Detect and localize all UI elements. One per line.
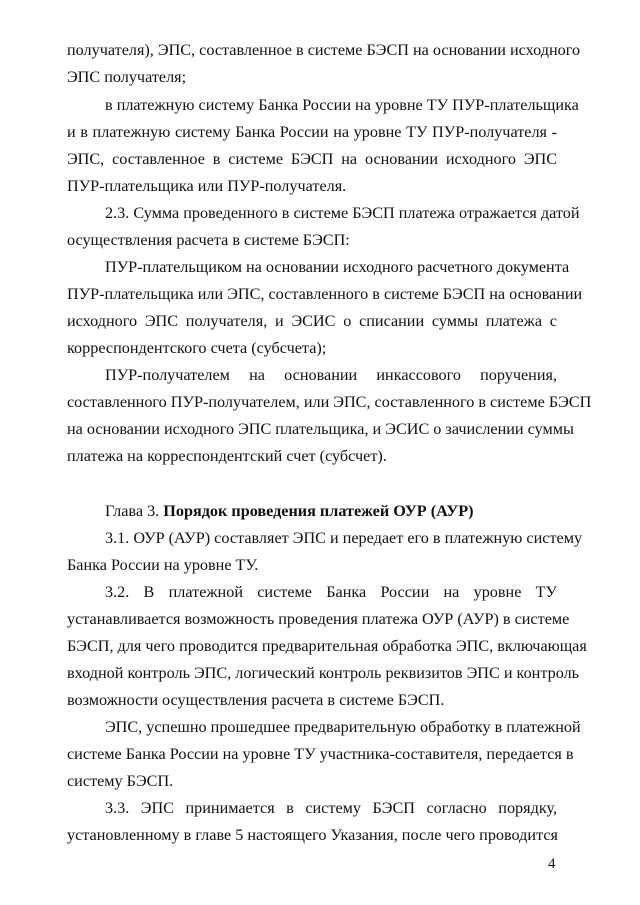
text-line: на основании исходного ЭПС плательщика, и ЭСИС о зачислении суммы [67,420,574,438]
text-line: корреспондентского счета (субсчета); [67,339,327,357]
text-line: установленному в главе 5 настоящего Указания, после чего проводится [67,826,558,844]
text-line: входной контроль ЭПС, логический контроль реквизитов ЭПС и контроль [67,664,580,682]
page-number: 4 [548,856,556,872]
text-line: осуществления расчета в системе БЭСП: [67,231,350,249]
text-line: возможности осуществления расчета в системе БЭСП. [67,691,445,709]
text-line: систему БЭСП. [67,772,174,790]
text-line: ЭПС, составленное в системе БЭСП на основании исходного ЭПС [67,150,557,168]
text-line: в платежную систему Банка России на уровне ТУ ПУР-плательщика [105,96,579,114]
text-line: составленного ПУР-получателем, или ЭПС, составленного в системе БЭСП [67,393,592,411]
chapter-title: Порядок проведения платежей ОУР (АУР) [163,502,474,520]
text-line: устанавливается возможность проведения платежа ОУР (АУР) в системе [67,610,570,628]
text-line: БЭСП, для чего проводится предварительная обработка ЭПС, включающая [67,637,587,655]
text-line: получателя), ЭПС, составленное в системе БЭСП на основании исходного [67,41,581,59]
text-line: 3.1. ОУР (АУР) составляет ЭПС и передает его в платежную систему [105,529,583,547]
text-line: ПУР-плательщиком на основании исходного расчетного документа [105,258,570,276]
text-line: и в платежную систему Банка России на уровне ТУ ПУР-получателя - [67,123,557,141]
text-line: ПУР-плательщика или ЭПС, составленного в системе БЭСП на основании [67,285,583,303]
text-line: 3.3. ЭПС принимается в систему БЭСП согласно порядку, [105,799,557,817]
text-line: исходного ЭПС получателя, и ЭСИС о списании суммы платежа с [67,312,557,330]
text-line: системе Банка России на уровне ТУ участника-составителя, передается в [67,745,574,763]
chapter-prefix: Глава 3. [105,502,164,520]
text-line: платежа на корреспондентский счет (субсчет). [67,447,387,465]
text-line: ЭПС, успешно прошедшее предварительную обработку в платежной [105,718,581,736]
text-line: ПУР-плательщика или ПУР-получателя. [67,177,347,195]
text-line: Банка России на уровне ТУ. [67,556,259,574]
text-line: 2.3. Сумма проведенного в системе БЭСП платежа отражается датой [105,204,580,222]
text-line: ЭПС получателя; [67,68,187,86]
text-line: 3.2. В платежной системе Банка России на уровне ТУ [105,583,557,601]
chapter-heading [67,501,557,521]
text-line: ПУР-получателем на основании инкассового поручения, [105,366,557,384]
